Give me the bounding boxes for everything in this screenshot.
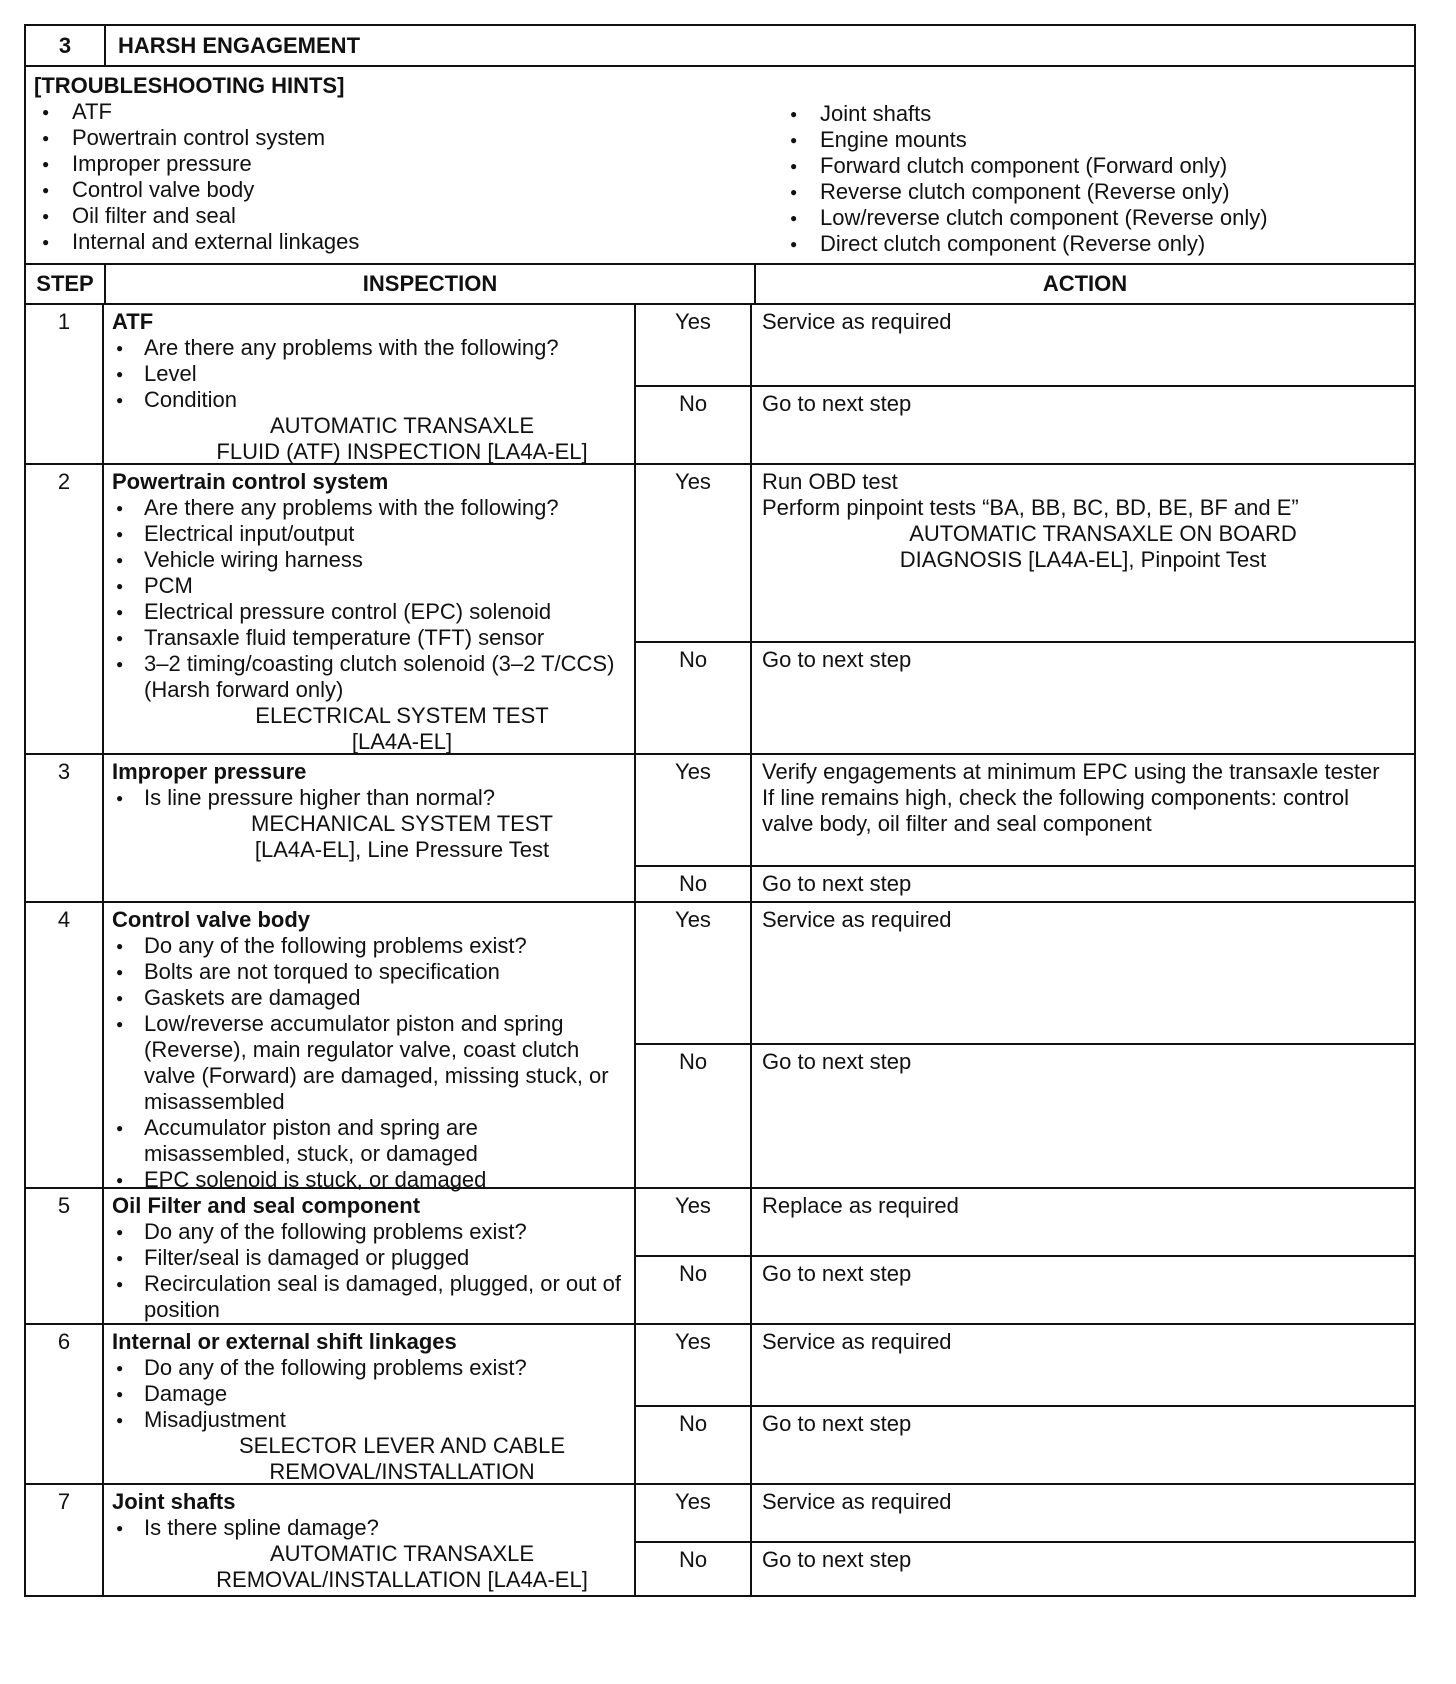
inspection-cell bbox=[104, 755, 636, 901]
troubleshooting-table bbox=[24, 24, 1416, 1597]
no-row bbox=[636, 1043, 1414, 1187]
step-number: 4 bbox=[26, 903, 104, 1187]
yes-label: Yes bbox=[636, 1325, 752, 1405]
no-action bbox=[752, 1257, 1414, 1323]
no-row bbox=[636, 641, 1414, 753]
inspection-item: ● Do any of the following problems exist? bbox=[112, 933, 628, 959]
action-text: Go to next step bbox=[762, 1261, 912, 1286]
reference-link: AUTOMATIC TRANSAXLE ON BOARD bbox=[909, 521, 1297, 546]
no-action bbox=[752, 643, 1414, 753]
yes-action bbox=[752, 755, 1414, 865]
yes-action bbox=[752, 305, 1414, 385]
inspection-item: ● Electrical input/output bbox=[112, 521, 628, 547]
yes-label: Yes bbox=[636, 465, 752, 641]
yes-row bbox=[636, 465, 1414, 641]
reference-link: [LA4A-EL], Line Pressure Test bbox=[254, 837, 550, 862]
inspection-cell bbox=[104, 1485, 636, 1595]
step-title: Oil Filter and seal component bbox=[112, 1193, 421, 1218]
action-text: Go to next step bbox=[762, 1411, 912, 1436]
step-title: Improper pressure bbox=[112, 759, 307, 784]
inspection-item: ● Do any of the following problems exist? bbox=[112, 1355, 628, 1381]
no-row bbox=[636, 1255, 1414, 1323]
hint-item: ● Control valve body bbox=[34, 177, 359, 203]
yes-action bbox=[752, 1325, 1414, 1405]
hint-item: ● Internal and external linkages bbox=[34, 229, 359, 255]
section-title: HARSH ENGAGEMENT bbox=[118, 32, 361, 58]
step-title: Internal or external shift linkages bbox=[112, 1329, 457, 1354]
hint-item: ● Powertrain control system bbox=[34, 125, 359, 151]
action-text: Service as required bbox=[762, 1329, 952, 1354]
answer-column bbox=[636, 1189, 1414, 1323]
action-text: Verify engagements at minimum EPC using the transaxle tester bbox=[762, 759, 1380, 784]
no-label: No bbox=[636, 1407, 752, 1483]
yes-row bbox=[636, 1189, 1414, 1255]
step-number: 6 bbox=[26, 1325, 104, 1483]
no-label: No bbox=[636, 867, 752, 901]
yes-action bbox=[752, 1485, 1414, 1541]
inspection-item: ● Are there any problems with the following? bbox=[112, 335, 628, 361]
yes-label: Yes bbox=[636, 755, 752, 865]
inspection-item: ● Accumulator piston and spring are misassembled, stuck, or damaged bbox=[112, 1115, 628, 1167]
reference-link: MECHANICAL SYSTEM TEST bbox=[251, 811, 553, 836]
no-label: No bbox=[636, 387, 752, 463]
answer-column bbox=[636, 1325, 1414, 1483]
step-row bbox=[26, 1485, 1414, 1595]
no-action bbox=[752, 387, 1414, 463]
inspection-item: ● Is line pressure higher than normal? bbox=[112, 785, 628, 811]
action-text: Go to next step bbox=[762, 391, 912, 416]
no-label: No bbox=[636, 1045, 752, 1187]
hint-item: ● Engine mounts bbox=[782, 127, 1268, 153]
yes-label: Yes bbox=[636, 1485, 752, 1541]
action-text: Go to next step bbox=[762, 871, 912, 896]
no-action bbox=[752, 1543, 1414, 1595]
step-number: 3 bbox=[26, 755, 104, 901]
step-number: 7 bbox=[26, 1485, 104, 1595]
inspection-item: ● Recirculation seal is damaged, plugged, or out of position bbox=[112, 1271, 628, 1323]
inspection-list bbox=[112, 933, 628, 1193]
yes-row bbox=[636, 1325, 1414, 1405]
header-inspection: INSPECTION bbox=[106, 265, 756, 303]
title-row bbox=[26, 26, 1414, 67]
inspection-cell bbox=[104, 465, 636, 753]
no-row bbox=[636, 385, 1414, 463]
no-action bbox=[752, 1407, 1414, 1483]
inspection-item: ● PCM bbox=[112, 573, 628, 599]
inspection-list bbox=[112, 495, 628, 703]
hint-item: ● Direct clutch component (Reverse only) bbox=[782, 231, 1268, 257]
inspection-item: ● Transaxle fluid temperature (TFT) sensor bbox=[112, 625, 628, 651]
no-label: No bbox=[636, 1543, 752, 1595]
step-title: Powertrain control system bbox=[112, 469, 389, 494]
yes-label: Yes bbox=[636, 1189, 752, 1255]
step-row bbox=[26, 755, 1414, 903]
yes-row bbox=[636, 305, 1414, 385]
inspection-list bbox=[112, 785, 628, 811]
reference-link: AUTOMATIC TRANSAXLE bbox=[269, 1541, 535, 1566]
header-action: ACTION bbox=[1042, 271, 1128, 296]
step-row bbox=[26, 903, 1414, 1192]
inspection-item: ● Gaskets are damaged bbox=[112, 985, 628, 1011]
action-text: Go to next step bbox=[762, 647, 912, 672]
step-row bbox=[26, 1325, 1414, 1485]
reference-link: SELECTOR LEVER AND CABLE bbox=[238, 1433, 566, 1458]
inspection-item: ● Electrical pressure control (EPC) solenoid bbox=[112, 599, 628, 625]
yes-action bbox=[752, 465, 1414, 641]
inspection-item: ● Are there any problems with the following? bbox=[112, 495, 628, 521]
no-label: No bbox=[636, 643, 752, 753]
action-text: Service as required bbox=[762, 309, 952, 334]
reference-link: [LA4A-EL] bbox=[351, 729, 453, 754]
column-headers bbox=[26, 265, 1414, 305]
inspection-list bbox=[112, 335, 628, 413]
inspection-item: ● EPC solenoid is stuck, or damaged bbox=[112, 1167, 628, 1193]
action-text: Go to next step bbox=[762, 1547, 912, 1572]
inspection-cell bbox=[104, 1325, 636, 1483]
inspection-item: ● Condition bbox=[112, 387, 628, 413]
inspection-item: ● Vehicle wiring harness bbox=[112, 547, 628, 573]
no-action bbox=[752, 867, 1414, 901]
hint-item: ● Reverse clutch component (Reverse only) bbox=[782, 179, 1268, 205]
step-title: Joint shafts bbox=[112, 1489, 236, 1514]
inspection-item: ● Filter/seal is damaged or plugged bbox=[112, 1245, 628, 1271]
no-row bbox=[636, 865, 1414, 901]
step-title: Control valve body bbox=[112, 907, 311, 932]
answer-column bbox=[636, 305, 1414, 463]
inspection-list bbox=[112, 1355, 628, 1433]
action-text: Run OBD test bbox=[762, 469, 898, 494]
inspection-cell bbox=[104, 305, 636, 463]
answer-column bbox=[636, 903, 1414, 1187]
inspection-cell bbox=[104, 903, 636, 1192]
hints-right-list bbox=[782, 101, 1268, 257]
answer-column bbox=[636, 755, 1414, 901]
yes-label: Yes bbox=[636, 305, 752, 385]
no-row bbox=[636, 1541, 1414, 1595]
action-text: Go to next step bbox=[762, 1049, 912, 1074]
yes-action bbox=[752, 903, 1414, 1043]
hint-item: ● Joint shafts bbox=[782, 101, 1268, 127]
reference-link: AUTOMATIC TRANSAXLE bbox=[269, 413, 535, 438]
yes-row bbox=[636, 1485, 1414, 1541]
step-number: 2 bbox=[26, 465, 104, 753]
answer-column bbox=[636, 1485, 1414, 1595]
inspection-item: ● Level bbox=[112, 361, 628, 387]
action-text: Service as required bbox=[762, 907, 952, 932]
yes-label: Yes bbox=[636, 903, 752, 1043]
hints-heading: [TROUBLESHOOTING HINTS] bbox=[34, 73, 345, 98]
inspection-item: ● Do any of the following problems exist? bbox=[112, 1219, 628, 1245]
action-text: Service as required bbox=[762, 1489, 952, 1514]
no-action bbox=[752, 1045, 1414, 1187]
header-step: STEP bbox=[26, 265, 106, 303]
hint-item: ● Oil filter and seal bbox=[34, 203, 359, 229]
inspection-item: ● Misadjustment bbox=[112, 1407, 628, 1433]
no-label: No bbox=[636, 1257, 752, 1323]
answer-column bbox=[636, 465, 1414, 753]
inspection-item: ● Low/reverse accumulator piston and spring (Reverse), main regulator valve, coast clutch valve (Forward) are damaged, missing stuck, or misassembled bbox=[112, 1011, 628, 1115]
yes-row bbox=[636, 903, 1414, 1043]
reference-link: ELECTRICAL SYSTEM TEST bbox=[255, 703, 549, 728]
action-text: Replace as required bbox=[762, 1193, 959, 1218]
yes-action bbox=[752, 1189, 1414, 1255]
inspection-item: ● Bolts are not torqued to specification bbox=[112, 959, 628, 985]
hint-item: ● Low/reverse clutch component (Reverse only) bbox=[782, 205, 1268, 231]
hint-item: ● Improper pressure bbox=[34, 151, 359, 177]
inspection-item: ● Damage bbox=[112, 1381, 628, 1407]
action-text: If line remains high, check the following components: control valve body, oil filter and seal component bbox=[762, 785, 1349, 836]
step-row bbox=[26, 465, 1414, 755]
step-number: 5 bbox=[26, 1189, 104, 1323]
troubleshooting-hints bbox=[26, 67, 1414, 265]
action-text: Perform pinpoint tests “BA, BB, BC, BD, BE, BF and E” bbox=[762, 495, 1299, 520]
step-row bbox=[26, 305, 1414, 465]
reference-link: REMOVAL/INSTALLATION [LA4A-EL] bbox=[216, 1567, 588, 1592]
reference-link: DIAGNOSIS [LA4A-EL], Pinpoint Test bbox=[899, 547, 1267, 572]
step-number: 1 bbox=[26, 305, 104, 463]
section-number: 3 bbox=[26, 26, 106, 65]
inspection-cell bbox=[104, 1189, 636, 1323]
inspection-item: ● 3–2 timing/coasting clutch solenoid (3–2 T/CCS) (Harsh forward only) bbox=[112, 651, 628, 703]
yes-row bbox=[636, 755, 1414, 865]
step-row bbox=[26, 1189, 1414, 1325]
step-title: ATF bbox=[112, 309, 154, 334]
hint-item: ● ATF bbox=[34, 99, 359, 125]
no-row bbox=[636, 1405, 1414, 1483]
steps-body bbox=[26, 305, 1414, 1595]
inspection-item: ● Is there spline damage? bbox=[112, 1515, 628, 1541]
reference-link: FLUID (ATF) INSPECTION [LA4A-EL] bbox=[216, 439, 588, 464]
reference-link: REMOVAL/INSTALLATION bbox=[269, 1459, 535, 1484]
inspection-list bbox=[112, 1515, 628, 1541]
inspection-list bbox=[112, 1219, 628, 1323]
hints-left-list bbox=[34, 99, 359, 255]
hint-item: ● Forward clutch component (Forward only) bbox=[782, 153, 1268, 179]
